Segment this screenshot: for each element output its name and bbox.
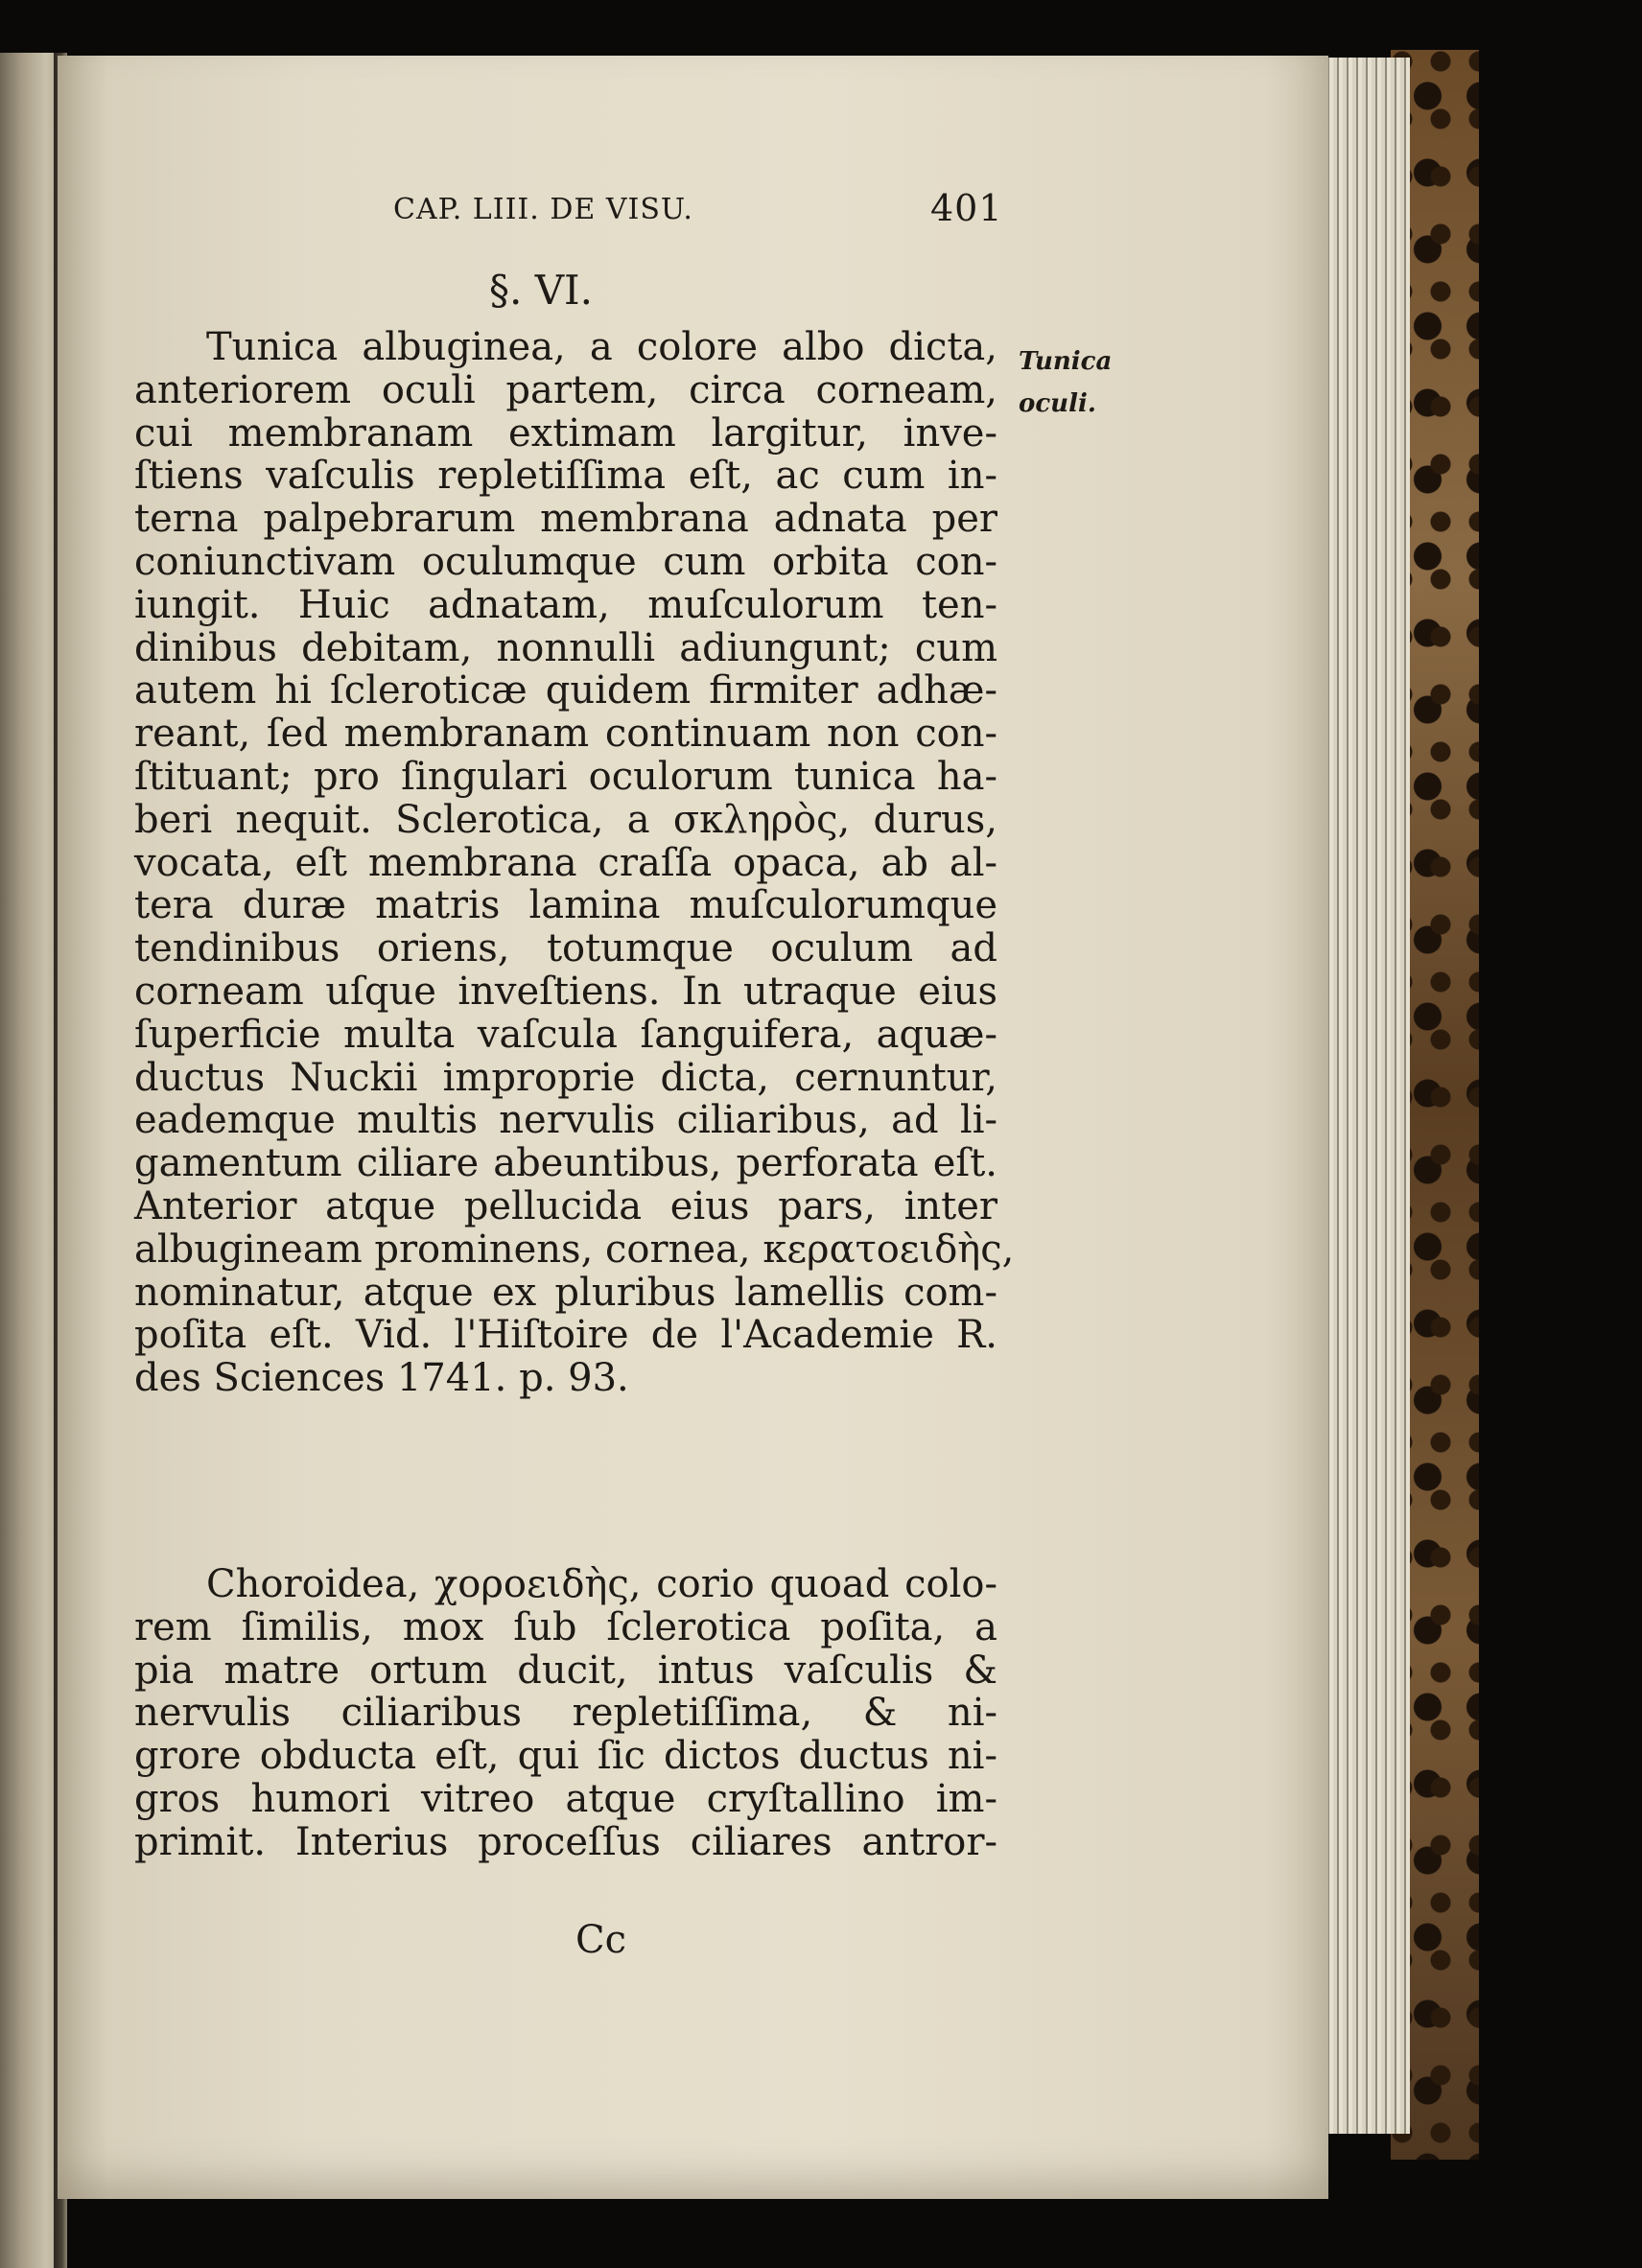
running-head-title: CAP. LIII. DE VISU. xyxy=(393,193,693,226)
text-line: dinibus debitam, nonnulli adiungunt; cum xyxy=(134,625,997,670)
text-line: autem hi ſcleroticæ quidem firmiter adhæ- xyxy=(134,668,997,713)
running-head xyxy=(336,187,1007,235)
text-line: tendinibus oriens, totumque oculum ad xyxy=(134,926,997,971)
text-line: albugineam prominens, cornea, κερατοειδὴς, xyxy=(134,1227,1015,1272)
text-line: corneam uſque inveſtiens. In utraque eius xyxy=(134,969,997,1014)
page-block-edges xyxy=(1324,58,1410,2134)
text-line: anteriorem oculi partem, circa corneam, xyxy=(134,367,997,412)
marginal-note-line: Tunica xyxy=(1019,347,1113,376)
text-line: poſita eſt. Vid. l'Hiſtoire de l'Academie R. xyxy=(134,1313,997,1358)
facing-page-edge xyxy=(0,53,58,2268)
text-line: ſuperficie multa vaſcula ſanguifera, aquæ- xyxy=(134,1012,997,1057)
page-number: 401 xyxy=(930,187,1003,229)
text-line: grore obducta eſt, qui ſic dictos ductus ni- xyxy=(134,1734,997,1779)
text-line: nominatur, atque ex pluribus lamellis com- xyxy=(134,1270,997,1315)
text-line: pia matre ortum ducit, intus vaſculis & xyxy=(134,1648,997,1693)
text-line: reant, ſed membranam continuam non con- xyxy=(134,712,997,757)
text-line: Anterior atque pellucida eius pars, inter xyxy=(134,1183,997,1228)
marginal-note xyxy=(1019,340,1112,425)
text-line: gros humori vitreo atque cryſtallino im- xyxy=(134,1776,997,1821)
text-line: Tunica albuginea, a colore albo dicta, xyxy=(206,325,997,369)
text-line: gamentum ciliare abeuntibus, perforata eſt. xyxy=(134,1141,997,1186)
text-line: rem ſimilis, mox ſub ſclerotica poſita, a xyxy=(134,1604,997,1649)
paragraph-tunica xyxy=(134,325,1015,1401)
text-line: ſtiens vaſculis repletiſſima eſt, ac cum in- xyxy=(134,454,997,499)
text-line: des Sciences 1741. p. 93. xyxy=(134,1356,629,1401)
marginal-note-line: oculi. xyxy=(1019,389,1096,418)
paragraph-choroidea xyxy=(134,1563,997,1864)
text-line: coniunctivam oculumque cum orbita con- xyxy=(134,539,997,584)
text-line: tera duræ matris lamina muſculorumque xyxy=(134,883,997,928)
text-line: nervulis ciliaribus repletiſſima, & ni- xyxy=(134,1691,997,1736)
text-line: cui membranam extimam largitur, inve- xyxy=(134,410,997,456)
text-line: vocata, eſt membrana craſſa opaca, ab al- xyxy=(134,840,997,885)
text-line: ſtituant; pro ſingulari oculorum tunica ha- xyxy=(134,754,997,799)
text-line: terna palpebrarum membrana adnata per xyxy=(134,497,997,542)
text-line: Choroidea, χοροειδὴς, corio quoad colo- xyxy=(206,1562,997,1606)
text-line: beri nequit. Sclerotica, a σκληρὸς, durus, xyxy=(134,797,997,842)
text-line: primit. Interius proceſſus ciliares antror- xyxy=(134,1819,997,1864)
section-heading: §. VI. xyxy=(489,267,593,314)
catchword: Cc xyxy=(575,1918,627,1962)
text-line: eademque multis nervulis ciliaribus, ad li- xyxy=(134,1098,997,1143)
text-line: iungit. Huic adnatam, muſculorum ten- xyxy=(134,582,997,627)
text-line: ductus Nuckii improprie dicta, cernuntur, xyxy=(134,1055,997,1100)
